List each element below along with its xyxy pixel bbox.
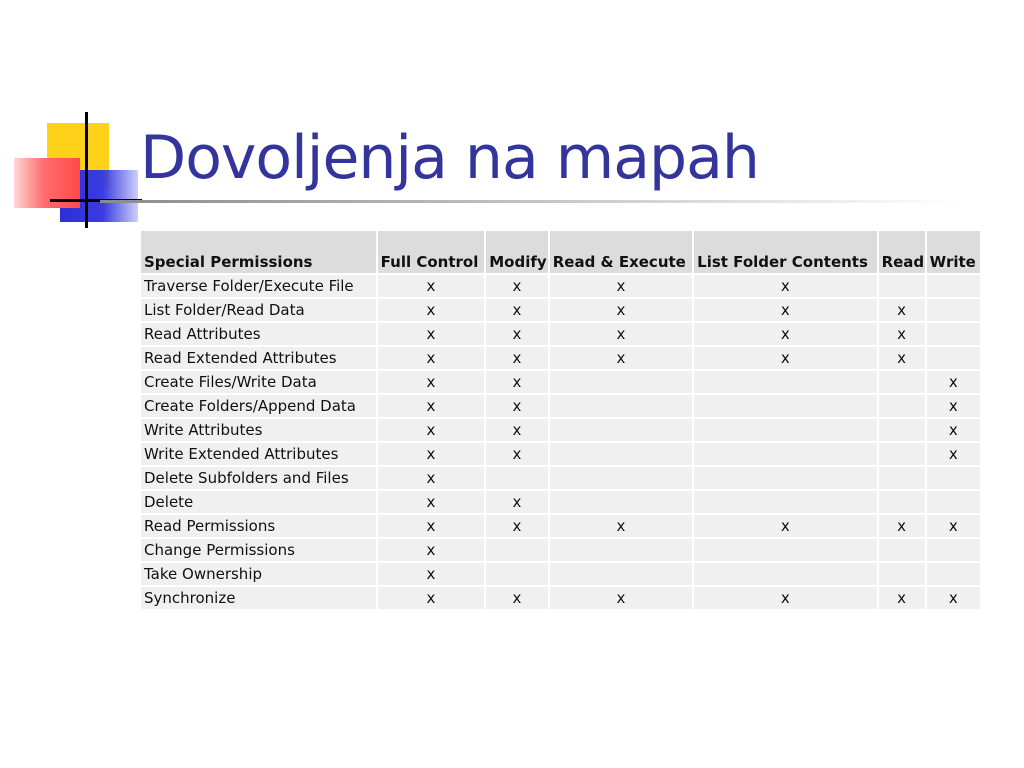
- permission-name: Write Extended Attributes: [141, 443, 376, 465]
- permission-mark: x: [694, 347, 876, 369]
- permission-mark: [550, 563, 692, 585]
- permission-mark: [550, 395, 692, 417]
- permission-mark: x: [879, 515, 925, 537]
- table-row: [141, 491, 980, 513]
- table-row: [141, 347, 980, 369]
- permission-mark: x: [694, 323, 876, 345]
- permission-mark: [694, 467, 876, 489]
- table-row: [141, 323, 980, 345]
- table-row: [141, 587, 980, 609]
- permission-mark: [486, 467, 547, 489]
- table-row: [141, 443, 980, 465]
- permission-mark: x: [486, 323, 547, 345]
- permission-mark: [486, 539, 547, 561]
- permission-name: Read Extended Attributes: [141, 347, 376, 369]
- permission-mark: [879, 491, 925, 513]
- permission-mark: [927, 563, 980, 585]
- permission-mark: x: [378, 395, 485, 417]
- permission-mark: [486, 563, 547, 585]
- permission-mark: x: [378, 563, 485, 585]
- permission-mark: x: [550, 323, 692, 345]
- permissions-table: [139, 229, 982, 611]
- table-row: [141, 299, 980, 321]
- permission-mark: x: [694, 515, 876, 537]
- permission-mark: [927, 275, 980, 297]
- permission-mark: [694, 491, 876, 513]
- permission-mark: [927, 299, 980, 321]
- permission-mark: [927, 491, 980, 513]
- permission-mark: x: [486, 275, 547, 297]
- permission-mark: [694, 539, 876, 561]
- permission-mark: [550, 491, 692, 513]
- permission-mark: [694, 443, 876, 465]
- permission-mark: x: [927, 371, 980, 393]
- table-row: [141, 539, 980, 561]
- permission-mark: x: [378, 539, 485, 561]
- decor-vertical-line: [85, 112, 88, 228]
- permission-mark: x: [694, 587, 876, 609]
- permission-mark: x: [550, 587, 692, 609]
- header-cell: List Folder Contents: [694, 231, 876, 273]
- permission-mark: x: [486, 419, 547, 441]
- permission-name: Read Attributes: [141, 323, 376, 345]
- permission-mark: [879, 467, 925, 489]
- permission-mark: x: [378, 299, 485, 321]
- permission-mark: x: [550, 275, 692, 297]
- permission-mark: x: [694, 275, 876, 297]
- permission-mark: x: [378, 515, 485, 537]
- permission-mark: x: [927, 395, 980, 417]
- table-row: [141, 515, 980, 537]
- permission-mark: x: [879, 323, 925, 345]
- permission-mark: [879, 395, 925, 417]
- table-row: [141, 467, 980, 489]
- header-cell: Read & Execute: [550, 231, 692, 273]
- header-cell: Write: [927, 231, 980, 273]
- permission-mark: [927, 539, 980, 561]
- header-row: [141, 231, 980, 273]
- permission-mark: [927, 347, 980, 369]
- permission-mark: x: [378, 323, 485, 345]
- table-row: [141, 419, 980, 441]
- permission-mark: [879, 419, 925, 441]
- permission-mark: x: [694, 299, 876, 321]
- permission-mark: x: [378, 419, 485, 441]
- permission-mark: [694, 395, 876, 417]
- permission-mark: x: [486, 299, 547, 321]
- slide-title: Dovoljenja na mapah: [140, 123, 759, 193]
- permission-mark: x: [879, 347, 925, 369]
- permission-mark: [879, 563, 925, 585]
- permission-mark: [879, 539, 925, 561]
- permission-mark: x: [550, 347, 692, 369]
- permission-name: Synchronize: [141, 587, 376, 609]
- permission-mark: [694, 371, 876, 393]
- permission-mark: x: [378, 587, 485, 609]
- permission-mark: x: [550, 515, 692, 537]
- permission-mark: [550, 539, 692, 561]
- permission-mark: x: [927, 419, 980, 441]
- permission-mark: x: [486, 395, 547, 417]
- permission-mark: x: [378, 491, 485, 513]
- permission-mark: x: [378, 467, 485, 489]
- permission-mark: [879, 371, 925, 393]
- header-cell: Read: [879, 231, 925, 273]
- header-cell: Full Control: [378, 231, 485, 273]
- permission-mark: [550, 467, 692, 489]
- permission-mark: [550, 419, 692, 441]
- permission-mark: [694, 563, 876, 585]
- permission-name: Delete: [141, 491, 376, 513]
- permission-name: Create Files/Write Data: [141, 371, 376, 393]
- permission-name: Change Permissions: [141, 539, 376, 561]
- permission-mark: x: [378, 371, 485, 393]
- permission-mark: x: [378, 443, 485, 465]
- permission-mark: x: [879, 299, 925, 321]
- permission-mark: [879, 275, 925, 297]
- header-cell: Modify: [486, 231, 547, 273]
- table-row: [141, 563, 980, 585]
- permission-mark: x: [879, 587, 925, 609]
- permission-mark: x: [486, 491, 547, 513]
- table-row: [141, 371, 980, 393]
- permission-mark: x: [927, 515, 980, 537]
- permission-mark: x: [486, 371, 547, 393]
- title-underline: [100, 200, 960, 203]
- permission-mark: x: [550, 299, 692, 321]
- permission-mark: [550, 443, 692, 465]
- permission-name: Take Ownership: [141, 563, 376, 585]
- permission-mark: x: [927, 587, 980, 609]
- permission-mark: x: [927, 443, 980, 465]
- header-cell: Special Permissions: [141, 231, 376, 273]
- permission-mark: [927, 323, 980, 345]
- permission-name: Write Attributes: [141, 419, 376, 441]
- table-row: [141, 395, 980, 417]
- permission-name: List Folder/Read Data: [141, 299, 376, 321]
- permission-mark: [927, 467, 980, 489]
- permission-name: Create Folders/Append Data: [141, 395, 376, 417]
- permission-mark: [694, 419, 876, 441]
- permission-mark: x: [486, 587, 547, 609]
- table-row: [141, 275, 980, 297]
- permission-name: Read Permissions: [141, 515, 376, 537]
- permission-mark: [550, 371, 692, 393]
- permission-name: Traverse Folder/Execute File: [141, 275, 376, 297]
- permission-mark: x: [486, 515, 547, 537]
- permission-name: Delete Subfolders and Files: [141, 467, 376, 489]
- permission-mark: x: [378, 275, 485, 297]
- permission-mark: x: [486, 443, 547, 465]
- permission-mark: x: [486, 347, 547, 369]
- permission-mark: x: [378, 347, 485, 369]
- permission-mark: [879, 443, 925, 465]
